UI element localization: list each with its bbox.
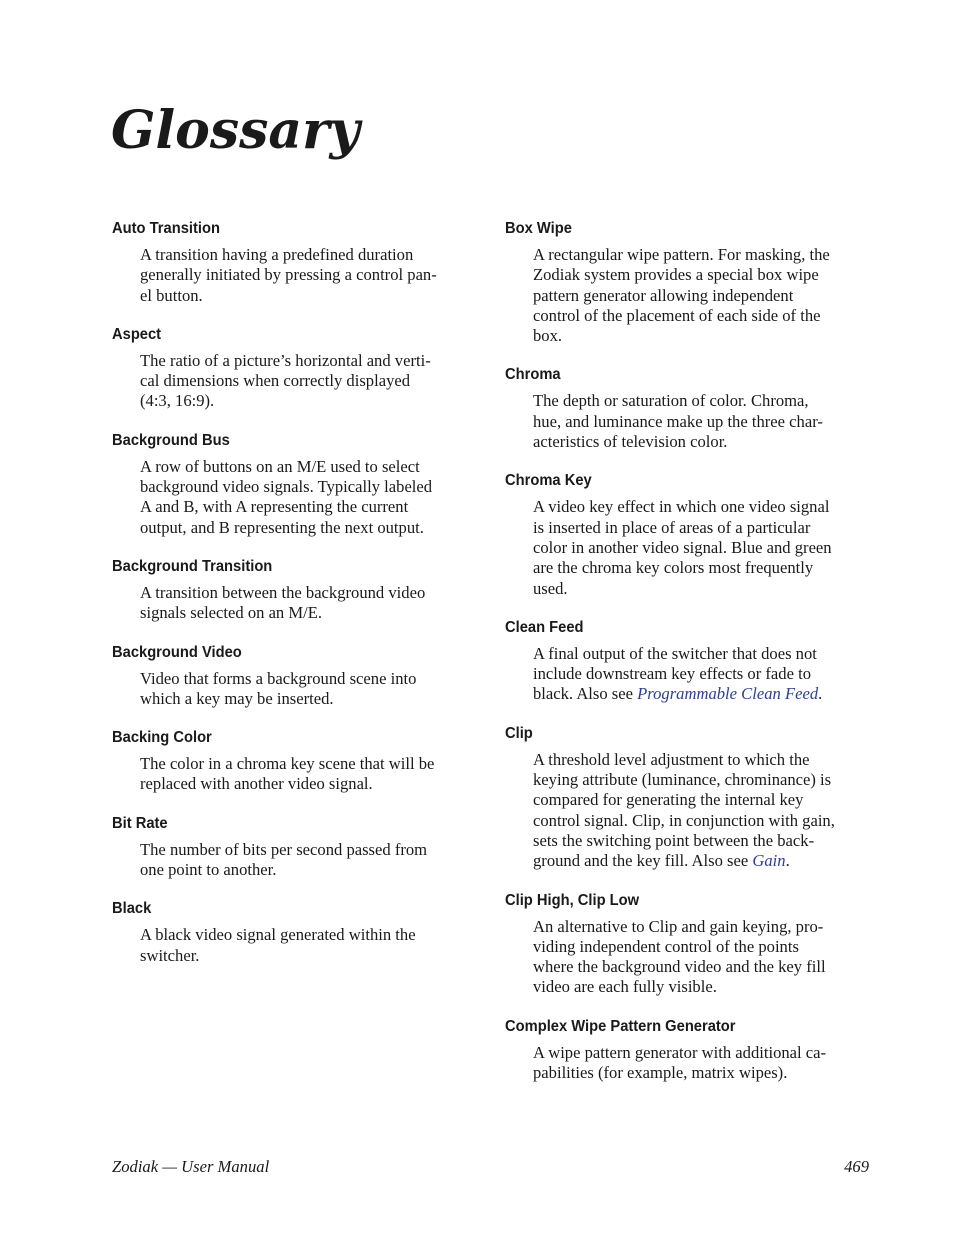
- glossary-definition: A row of buttons on an M/E used to select background video signals. Typically labeled A and B, with A representing the current output, and B representing the next output.: [140, 456, 433, 537]
- glossary-term: Auto Transition: [112, 220, 220, 237]
- glossary-definition: The depth or saturation of color. Chroma, hue, and luminance make up the three char- acteristics of television color.: [533, 391, 823, 452]
- glossary-term: Chroma Key: [505, 472, 592, 490]
- glossary-definition: An alternative to Clip and gain keying, pro- viding independent control of the points where the background video and the key fill video are each fully visible.: [533, 916, 826, 997]
- footer-manual-title: Zodiak — User Manual: [112, 1157, 270, 1176]
- glossary-definition: The number of bits per second passed from one point to another.: [140, 839, 428, 880]
- glossary-definition: A threshold level adjustment to which the keying attribute (luminance, chrominance) is compared for generating the internal key control signal. Clip, in conjunction with gain, sets the switching point between the back- ground and the key fill. Also see Gain.: [533, 749, 835, 871]
- glossary-term: Background Bus: [112, 431, 230, 449]
- glossary-column-right: [505, 219, 877, 1102]
- glossary-entry: [112, 728, 484, 795]
- glossary-term: Black: [112, 900, 152, 918]
- glossary-entry: [112, 431, 484, 538]
- glossary-term: Bit Rate: [112, 814, 168, 832]
- glossary-entry: [505, 471, 877, 598]
- glossary-definition: A wipe pattern generator with additional ca- pabilities (for example, matrix wipes).: [533, 1042, 827, 1083]
- glossary-term: Clip High, Clip Low: [505, 891, 640, 909]
- cross-reference-link[interactable]: Programmable Clean Feed: [637, 684, 819, 704]
- glossary-definition: A transition between the background video signals selected on an M/E.: [140, 582, 426, 623]
- glossary-entry: [505, 219, 877, 346]
- glossary-entry: [505, 724, 877, 872]
- glossary-definition: A final output of the switcher that does not include downstream key effects or fade to black. Also see Programmable Clean Feed.: [533, 643, 823, 704]
- glossary-entry: [112, 557, 484, 624]
- glossary-term: Chroma: [505, 366, 561, 384]
- glossary-entry: [112, 899, 484, 966]
- glossary-entry: [112, 814, 484, 881]
- glossary-definition: The ratio of a picture’s horizontal and verti- cal dimensions when correctly displayed (4:3, 16:9).: [140, 350, 431, 411]
- glossary-term: Aspect: [112, 325, 162, 343]
- glossary-term: Background Video: [112, 643, 242, 661]
- glossary-entry: [112, 325, 484, 412]
- glossary-entry: [112, 643, 484, 710]
- cross-reference-link[interactable]: Gain: [752, 851, 786, 871]
- glossary-term: Backing Color: [112, 729, 212, 747]
- glossary-term: Clean Feed: [505, 618, 584, 636]
- glossary-term: Background Transition: [112, 557, 273, 575]
- glossary-column-left: [112, 219, 484, 985]
- glossary-term: Box Wipe: [505, 220, 572, 237]
- glossary-entry: [505, 365, 877, 452]
- page-title: Glossary: [111, 100, 360, 161]
- glossary-definition: Video that forms a background scene into which a key may be inserted.: [140, 668, 417, 708]
- glossary-entry: [112, 219, 484, 306]
- glossary-term: Clip: [505, 724, 533, 742]
- glossary-definition: A transition having a predefined duration generally initiated by pressing a control pan- el button.: [140, 245, 437, 305]
- glossary-definition: A black video signal generated within the switcher.: [140, 925, 416, 965]
- glossary-definition: A rectangular wipe pattern. For masking, the Zodiak system provides a special box wipe pattern generator allowing independent control of the placement of each side of the box.: [533, 245, 830, 346]
- page-number: 469: [844, 1157, 869, 1176]
- glossary-entry: [505, 618, 877, 705]
- glossary-entry: [505, 1017, 877, 1084]
- glossary-definition: A video key effect in which one video signal is inserted in place of areas of a particular color in another video signal. Blue and green are the chroma key colors most frequently used.: [533, 497, 832, 598]
- glossary-entry: [505, 891, 877, 998]
- glossary-term: Complex Wipe Pattern Generator: [505, 1017, 736, 1035]
- glossary-definition: The color in a chroma key scene that will be replaced with another video signal.: [140, 754, 435, 794]
